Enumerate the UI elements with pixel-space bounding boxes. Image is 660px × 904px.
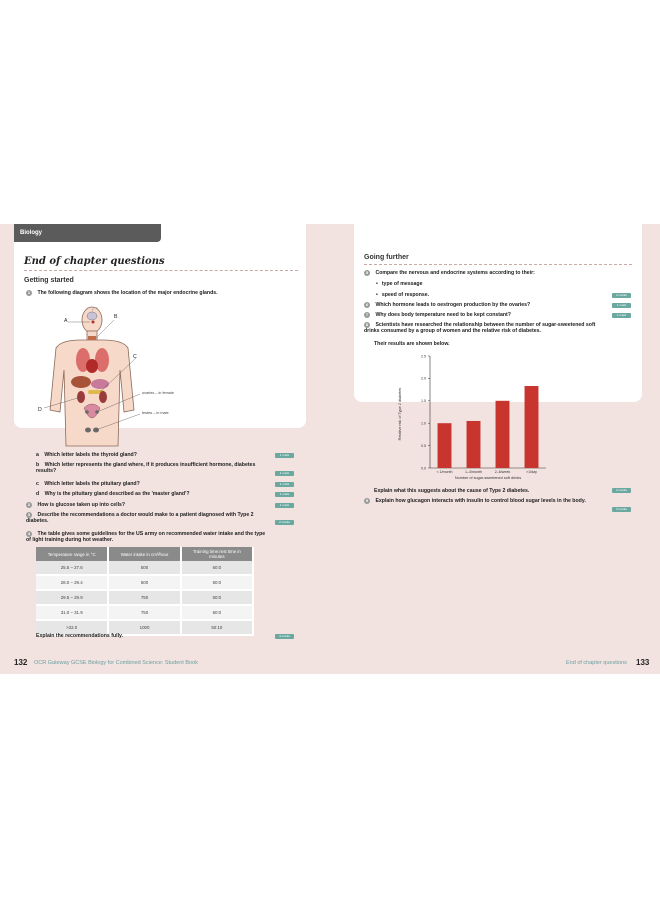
diagram-label-d: D: [38, 407, 42, 413]
question-3: [26, 512, 258, 525]
table-row: [36, 605, 253, 620]
part-text: Which letter represents the gland where, if it produces insufficient hormone, diabetes results?: [36, 462, 256, 475]
water-intake-table: [36, 547, 254, 636]
question-7: [364, 312, 604, 318]
table-cell: 60:0: [181, 575, 253, 590]
table-header-row: [36, 547, 253, 561]
table-header: Temperature range in °C: [36, 547, 108, 561]
table-row: [36, 590, 253, 605]
y-axis-label: Relative risk of Type 2 diabetes: [398, 387, 402, 441]
question-number: 7: [365, 312, 369, 317]
part-letter: d: [36, 491, 40, 497]
y-tick-label: 1.0: [421, 421, 426, 426]
question-8-results-text: Their results are shown below.: [374, 341, 450, 347]
question-text: Describe the recommendations a doctor would make to a patient diagnosed with Type 2 diabetes.: [26, 512, 254, 525]
question-1d: [36, 491, 256, 497]
y-tick-label: 2.5: [421, 354, 426, 359]
question-text: The following diagram shows the location of the major endocrine glands.: [37, 290, 218, 296]
mark-2: 1 mark: [275, 503, 294, 508]
diagram-label-a: A: [64, 318, 68, 324]
y-tick-label: 2.0: [421, 376, 426, 381]
mark-7: 1 mark: [612, 313, 631, 318]
table-row: [36, 575, 253, 590]
mark-3: 2 marks: [275, 520, 294, 525]
question-1c: [36, 481, 246, 487]
mark-1d: 1 mark: [275, 492, 294, 497]
question-text: How is glucose taken up into cells?: [37, 502, 126, 508]
footer-book-title: OCR Gateway GCSE Biology for Combined Science: Student Book: [34, 660, 198, 666]
mark-9: 3 marks: [612, 507, 631, 512]
table-cell: 60:0: [181, 605, 253, 620]
question-1: [26, 290, 286, 296]
diabetes-risk-bar-chart: [400, 350, 550, 480]
question-number: 3: [27, 512, 31, 517]
mark-8: 2 marks: [612, 488, 631, 493]
table-cell: 29.5 – 29.9: [36, 590, 108, 605]
question-4-instruction: Explain the recommendations fully.: [36, 633, 123, 639]
part-letter: c: [36, 481, 39, 487]
x-tick-label: < 1/month: [436, 470, 453, 474]
question-text: Which hormone leads to oestrogen production by the ovaries?: [375, 302, 531, 308]
table-cell: >32.0: [36, 620, 108, 635]
mark-4: 4 marks: [275, 634, 294, 639]
section-divider: [364, 264, 632, 265]
question-6: [364, 302, 604, 308]
y-tick-label: 0.0: [421, 466, 426, 471]
part-text: Which letter labels the thyroid gland?: [44, 452, 137, 458]
part-text: Which letter labels the pituitary gland?: [44, 481, 140, 487]
y-axis-label-container: [394, 372, 404, 462]
table-cell: 28.0 – 29.4: [36, 575, 108, 590]
table-cell: 50:10: [181, 620, 253, 635]
mark-1c: 1 mark: [275, 482, 294, 487]
question-4: [26, 531, 266, 544]
table-cell: 500: [108, 575, 180, 590]
page-number-left: 132: [14, 658, 28, 667]
part-letter: a: [36, 452, 39, 458]
question-number: 4: [27, 531, 31, 536]
question-1b: [36, 462, 266, 475]
title-divider: [24, 270, 298, 271]
bar-0: [438, 423, 452, 468]
question-text: Explain how glucagon interacts with insulin to control blood sugar levels in the body.: [375, 498, 586, 504]
y-tick-label: 0.5: [421, 443, 426, 448]
table-header: Training time:rest time in minutes: [181, 547, 253, 561]
mark-6: 1 mark: [612, 303, 631, 308]
table-cell: 1000: [108, 620, 180, 635]
question-2: [26, 502, 256, 508]
mark-1a: 1 mark: [275, 453, 294, 458]
table-cell: 60:0: [181, 590, 253, 605]
question-number: 1: [27, 290, 31, 295]
table-cell: 31.0 – 31.9: [36, 605, 108, 620]
section-heading-going-further: Going further: [364, 254, 409, 261]
question-text: Why does body temperature need to be kept constant?: [375, 312, 511, 318]
question-text: The table gives some guidelines for the US army on recommended water intake and the type of light training during hot weather.: [26, 531, 266, 544]
question-text: Compare the nervous and endocrine systems according to their:: [375, 270, 535, 276]
question-number: 6: [365, 302, 369, 307]
table-row: [36, 561, 253, 575]
question-1a: [36, 452, 246, 458]
part-text: Why is the pituitary gland described as the 'master gland'?: [44, 491, 190, 497]
question-number: 9: [365, 498, 369, 503]
question-8-instruction: Explain what this suggests about the cause of Type 2 diabetes.: [374, 488, 530, 494]
table-cell: 750: [108, 590, 180, 605]
x-tick-label: >1/day: [526, 470, 537, 474]
bullet-item: • type of message: [376, 281, 422, 287]
question-text: Scientists have researched the relationship between the number of sugar-sweetened soft drinks consumed by a group of women and the relative risk of diabetes.: [364, 322, 596, 335]
question-9: [364, 498, 596, 504]
page-title: End of chapter questions: [24, 256, 165, 267]
bar-2: [496, 401, 510, 468]
table-cell: 750: [108, 605, 180, 620]
x-axis-label: Number of sugar-sweetened soft drinks: [454, 476, 522, 480]
table-cell: 60:0: [181, 561, 253, 575]
diagram-label-testes: testes – in male: [142, 411, 169, 415]
mark-5: 2 marks: [612, 293, 631, 298]
chapter-tab: Biology: [14, 224, 161, 242]
y-tick-label: 1.5: [421, 399, 426, 404]
section-heading-getting-started: Getting started: [24, 277, 74, 284]
footer-section-title: End of chapter questions: [566, 660, 627, 666]
page-number-right: 133: [636, 658, 650, 667]
bar-3: [525, 386, 539, 468]
diagram-label-b: B: [114, 314, 118, 320]
question-number: 8: [365, 322, 369, 327]
table-cell: 500: [108, 561, 180, 575]
mark-1b: 1 mark: [275, 471, 294, 476]
x-tick-label: 2–6/week: [494, 470, 511, 474]
question-5: [364, 270, 604, 276]
x-tick-label: 1–4/month: [465, 470, 482, 474]
bullet-item: • speed of response.: [376, 292, 429, 298]
table-cell: 25.5 – 27.6: [36, 561, 108, 575]
question-8: [364, 322, 596, 335]
diagram-label-ovaries: ovaries – in female: [142, 391, 174, 395]
diagram-label-c: C: [133, 354, 137, 360]
question-number: 2: [27, 502, 31, 507]
table-header: Water intake in cm³/hour: [108, 547, 180, 561]
part-letter: b: [36, 462, 40, 468]
question-number: 5: [365, 270, 369, 275]
bar-1: [467, 421, 481, 468]
